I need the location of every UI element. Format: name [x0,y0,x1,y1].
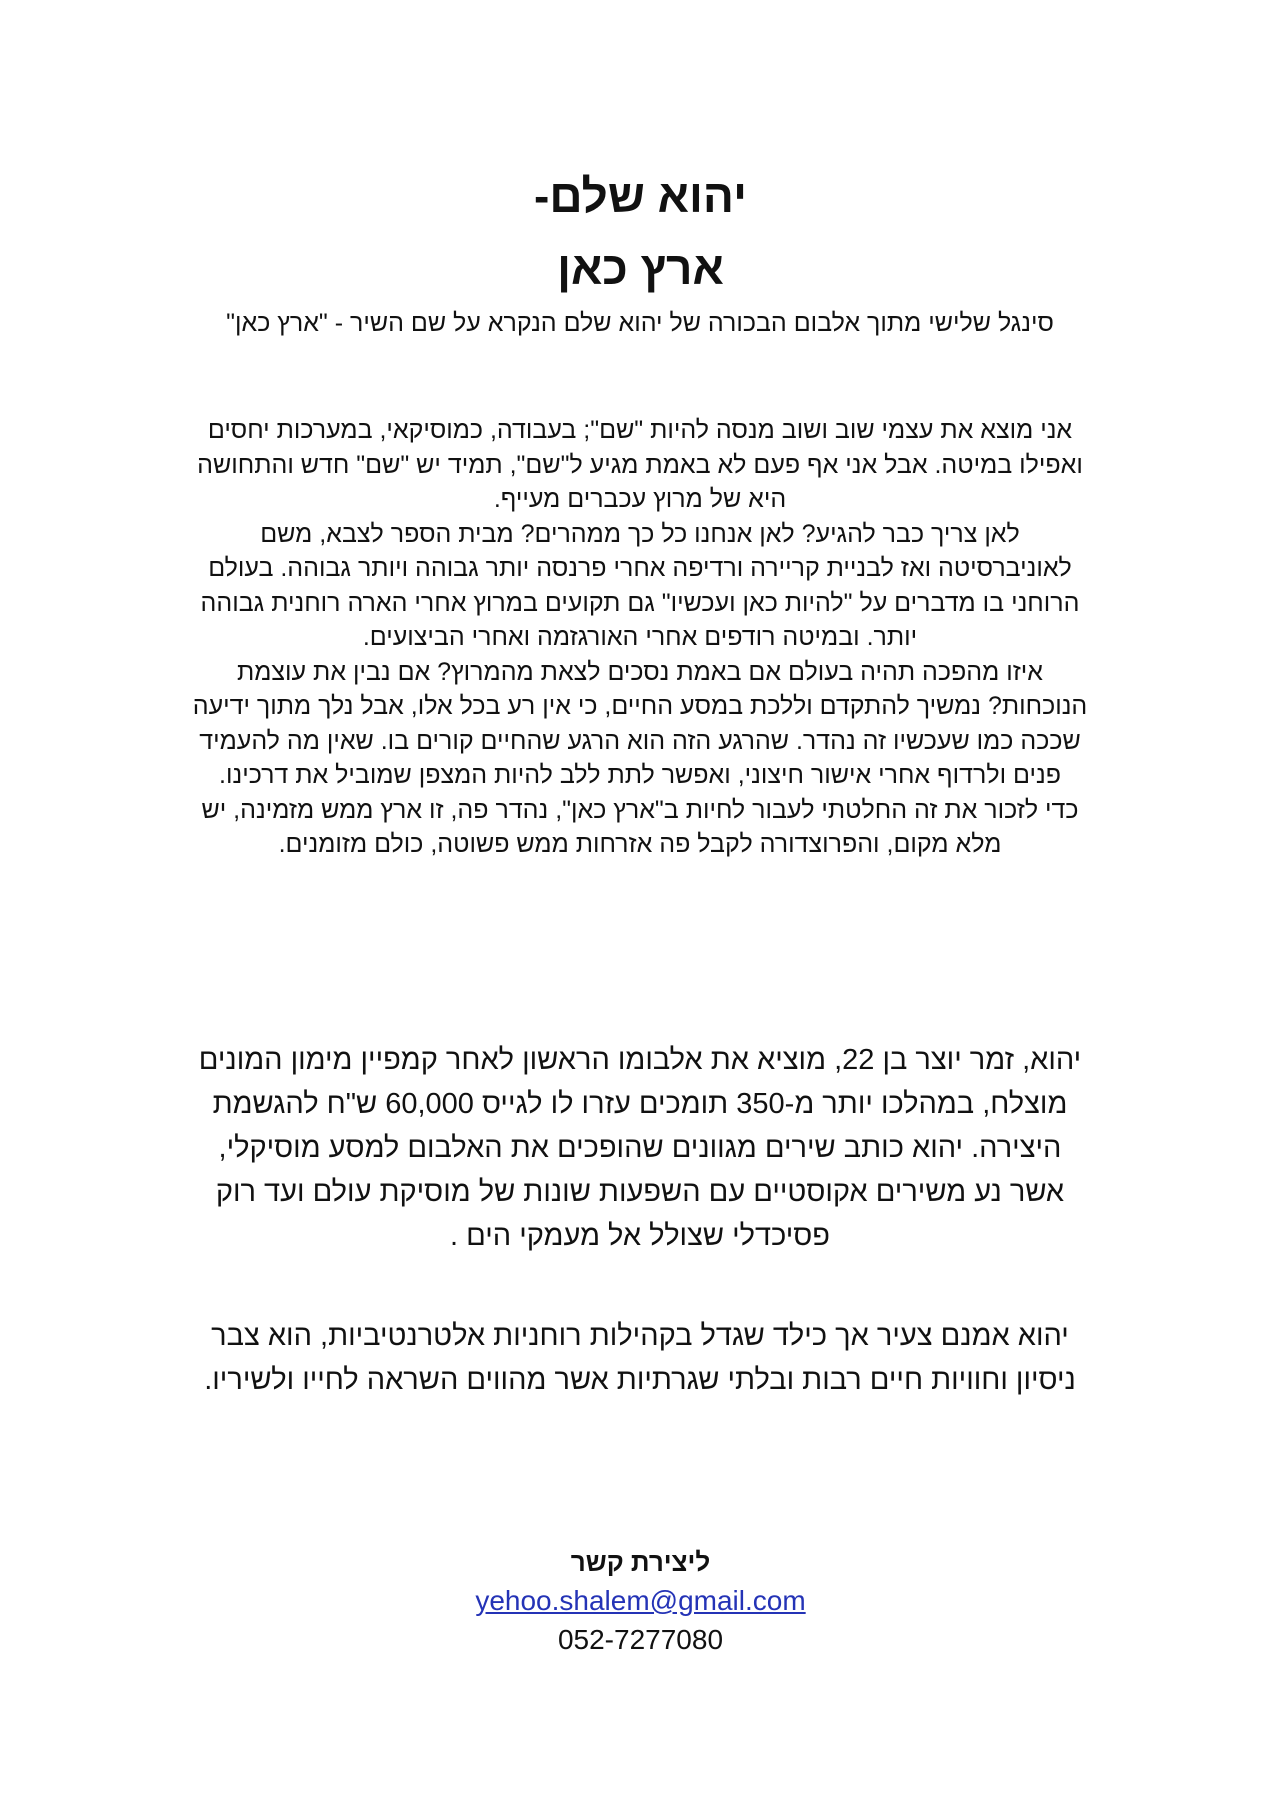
contact-email-link[interactable]: yehoo.shalem@gmail.com [475,1585,806,1616]
contact-section [0,1543,1281,1659]
title-song: ארץ כאן [557,242,724,294]
body-paragraph: אני מוצא את עצמי שוב ושוב מנסה להיות "שם"; בעבודה, כמוסיקאי, במערכות יחסים ואפילו במיטה. אבל אני אף פעם לא באמת מגיע ל"שם", תמיד יש "שם" חדש והתחושה היא של מרוץ עכברים מעייף. [197,416,1083,513]
body-paragraph: כדי לזכור את זה החלטתי לעבור לחיות ב"ארץ כאן", נהדר פה, זו ארץ ממש מזמינה, יש מלא מקום, והפרוצדורה לקבל פה אזרחות ממש פשוטה, כולם מזומנים. [201,795,1079,858]
body-paragraph: איזו מהפכה תהיה בעולם אם באמת נסכים לצאת מהמרוץ? אם נבין את עוצמת הנוכחות? נמשיך להתקדם וללכת במסע החיים, כי אין רע בכל אלו, אבל נלך מתוך ידיעה שככה כמו שעכשיו זה נהדר. שהרגע הזה הוא הרגע שהחיים קורים בו. שאין מה להעמיד פנים ולרדוף אחרי אישור חיצוני, ואפשר לתת ללב להיות המצפן שמוביל את דרכינו. [192,657,1088,789]
contact-heading: ליצירת קשר [570,1547,711,1577]
body-paragraph: לאן צריך כבר להגיע? לאן אנחנו כל כך ממהרים? מבית הספר לצבא, משם לאוניברסיטה ואז לבניית קריירה ורדיפה אחרי פרנסה יותר גבוהה ויותר גבוהה. בעולם הרוחני בו מדברים על "להיות כאן ועכשיו" גם תקועים במרוץ אחרי הארה רוחנית גבוהה יותר. ובמיטה רודפים אחרי האורגזמה ואחרי הביצועים. [200,519,1080,651]
title-artist: יהוא שלם- [534,170,747,222]
page-title [0,160,1281,304]
song-description [190,413,1090,862]
contact-phone: 052-7277080 [557,1624,724,1655]
bio-paragraph: יהוא אמנם צעיר אך כילד שגדל בקהילות רוחניות אלטרנטיביות, הוא צבר ניסיון וחוויות חיים רבות ובלתי שגרתיות אשר מהווים השראה לחייו ולשיריו. [204,1320,1076,1396]
intro-paragraph: סינגל שלישי מתוך אלבום הבכורה של יהוא שלם הנקרא על שם השיר - "ארץ כאן" [226,309,1054,337]
bio-paragraph: יהוא, זמר יוצר בן 22, מוציא את אלבומו הראשון לאחר קמפיין מימון המונים מוצלח, במהלכו יותר מ-350 תומכים עזרו לו לגייס 60,000 ש"ח להגשמת היצירה. יהוא כותב שירים מגוונים שהופכים את האלבום למסע מוסיקלי, אשר נע משירים אקוסטיים עם השפעות שונות של מוסיקת עולם ועד רוק פסיכדלי שצולל אל מעמקי הים . [198,1044,1082,1252]
